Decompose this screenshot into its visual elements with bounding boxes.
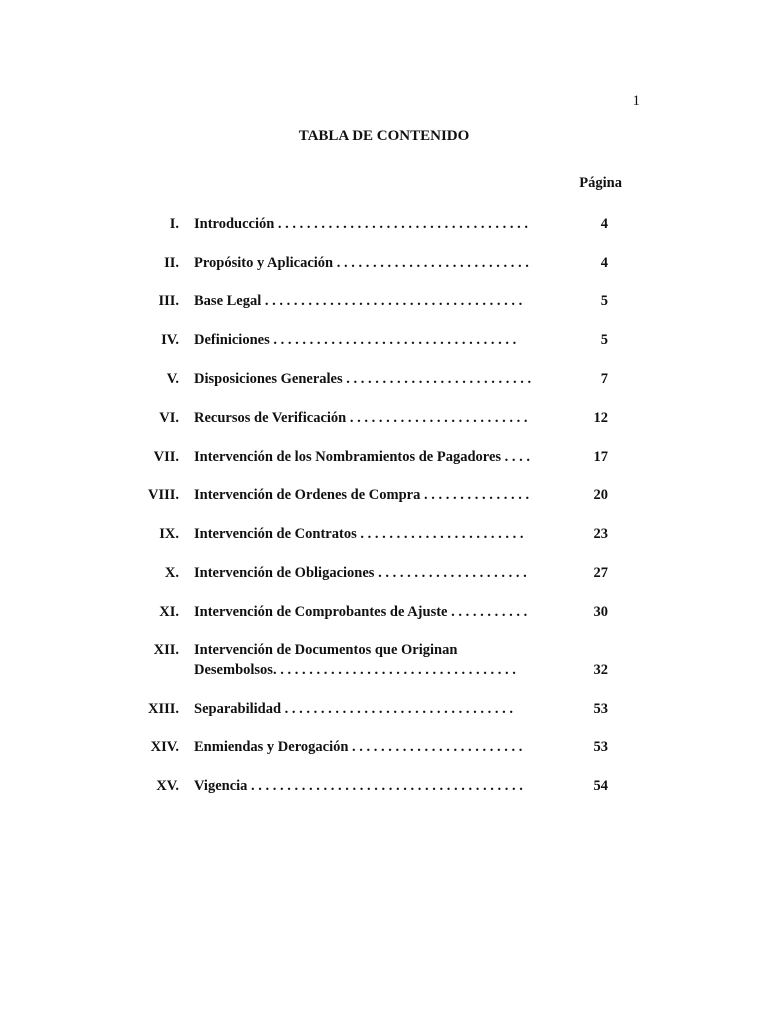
toc-entry-title-line: Disposiciones Generales . . . . . . . . . . . . . . . . . . . . . . . . . . (194, 371, 532, 387)
toc-entry-title (194, 408, 564, 428)
toc-entry-title-line: Intervención de Obligaciones . . . . . . . . . . . . . . . . . . . . . (194, 565, 527, 581)
toc-entry-title-line: Desembolsos. . . . . . . . . . . . . . . . . . . . . . . . . . . . . . . . . . (194, 662, 516, 678)
toc-entry-title (194, 776, 564, 796)
toc-entry-number: I. (169, 216, 179, 232)
toc-entry-title (194, 291, 564, 311)
toc-entry-number: VIII. (147, 487, 179, 503)
page-title: TABLA DE CONTENIDO (298, 128, 470, 144)
toc-entry-number: VI. (159, 410, 179, 426)
toc-entry-number: XIII. (147, 701, 179, 717)
toc-entry-title-line: Enmiendas y Derogación . . . . . . . . . . . . . . . . . . . . . . . . (194, 739, 523, 755)
page-number: 1 (632, 93, 640, 109)
toc-entry-title (194, 447, 564, 467)
toc-entry-page: 30 (593, 604, 608, 620)
toc-entry-page: 17 (593, 449, 608, 465)
toc-entry-title-line: Intervención de Documentos que Originan (194, 642, 458, 658)
toc-entry-page: 53 (593, 739, 608, 755)
toc-entry-page: 23 (593, 526, 608, 542)
toc-entry-number: XIV. (150, 739, 179, 755)
toc-entry-title-line: Introducción . . . . . . . . . . . . . . . . . . . . . . . . . . . . . . . . . . . (194, 216, 529, 232)
toc-entry-title-line: Intervención de Contratos . . . . . . . . . . . . . . . . . . . . . . . (194, 526, 524, 542)
toc-entry-page: 4 (600, 216, 608, 232)
toc-entry-title (194, 737, 564, 757)
toc-entry-number: V. (166, 371, 179, 387)
toc-entry-page: 12 (593, 410, 608, 426)
toc-entry-title-line: Propósito y Aplicación . . . . . . . . . . . . . . . . . . . . . . . . . . . (194, 255, 529, 271)
toc-entry-title-line: Intervención de los Nombramientos de Pagadores . . . . (194, 449, 531, 465)
toc-entry-page: 53 (593, 701, 608, 717)
toc-entry-number: XV. (156, 778, 179, 794)
toc-entry-page: 54 (593, 778, 608, 794)
toc-entry-number: X. (164, 565, 179, 581)
toc-entry-title-line: Intervención de Ordenes de Compra . . . . . . . . . . . . . . . (194, 487, 530, 503)
toc-entry-page: 5 (600, 293, 608, 309)
toc-entry-page: 4 (600, 255, 608, 271)
toc-entry-number: IX. (159, 526, 179, 542)
toc-entry-page: 20 (593, 487, 608, 503)
page-column-header: Página (579, 175, 622, 191)
toc-entry-number: XI. (159, 604, 179, 620)
toc-entry-title (194, 602, 564, 622)
toc-entry-title-line: Vigencia . . . . . . . . . . . . . . . . . . . . . . . . . . . . . . . . . . . . . . (194, 778, 523, 794)
toc-entry-number: XII. (153, 642, 179, 658)
toc-entry-number: IV. (161, 332, 179, 348)
toc-entry-title (194, 253, 564, 273)
toc-entry-title (194, 563, 564, 583)
toc-entry-title (194, 699, 564, 719)
toc-entry-page: 27 (593, 565, 608, 581)
toc-entry-title (194, 330, 564, 350)
toc-entry-title (194, 640, 564, 680)
toc-entry-title (194, 369, 564, 389)
toc-entry-title (194, 524, 564, 544)
toc-entry-title-line: Separabilidad . . . . . . . . . . . . . . . . . . . . . . . . . . . . . . . . (194, 701, 514, 717)
toc-entry-number: VII. (153, 449, 179, 465)
toc-entry-number: III. (158, 293, 179, 309)
toc-entry-title-line: Recursos de Verificación . . . . . . . . . . . . . . . . . . . . . . . . . (194, 410, 528, 426)
toc-entry-title (194, 485, 564, 505)
toc-entry-page: 7 (600, 371, 608, 387)
toc-entry-title-line: Intervención de Comprobantes de Ajuste . . . . . . . . . . . (194, 604, 528, 620)
toc-entry-title-line: Definiciones . . . . . . . . . . . . . . . . . . . . . . . . . . . . . . . . . . (194, 332, 517, 348)
toc-entry-page: 5 (600, 332, 608, 348)
toc-entry-number: II. (164, 255, 179, 271)
toc-entry-page: 32 (593, 662, 608, 678)
toc-entry-title (194, 214, 564, 234)
toc-entry-title-line: Base Legal . . . . . . . . . . . . . . . . . . . . . . . . . . . . . . . . . . . . (194, 293, 523, 309)
